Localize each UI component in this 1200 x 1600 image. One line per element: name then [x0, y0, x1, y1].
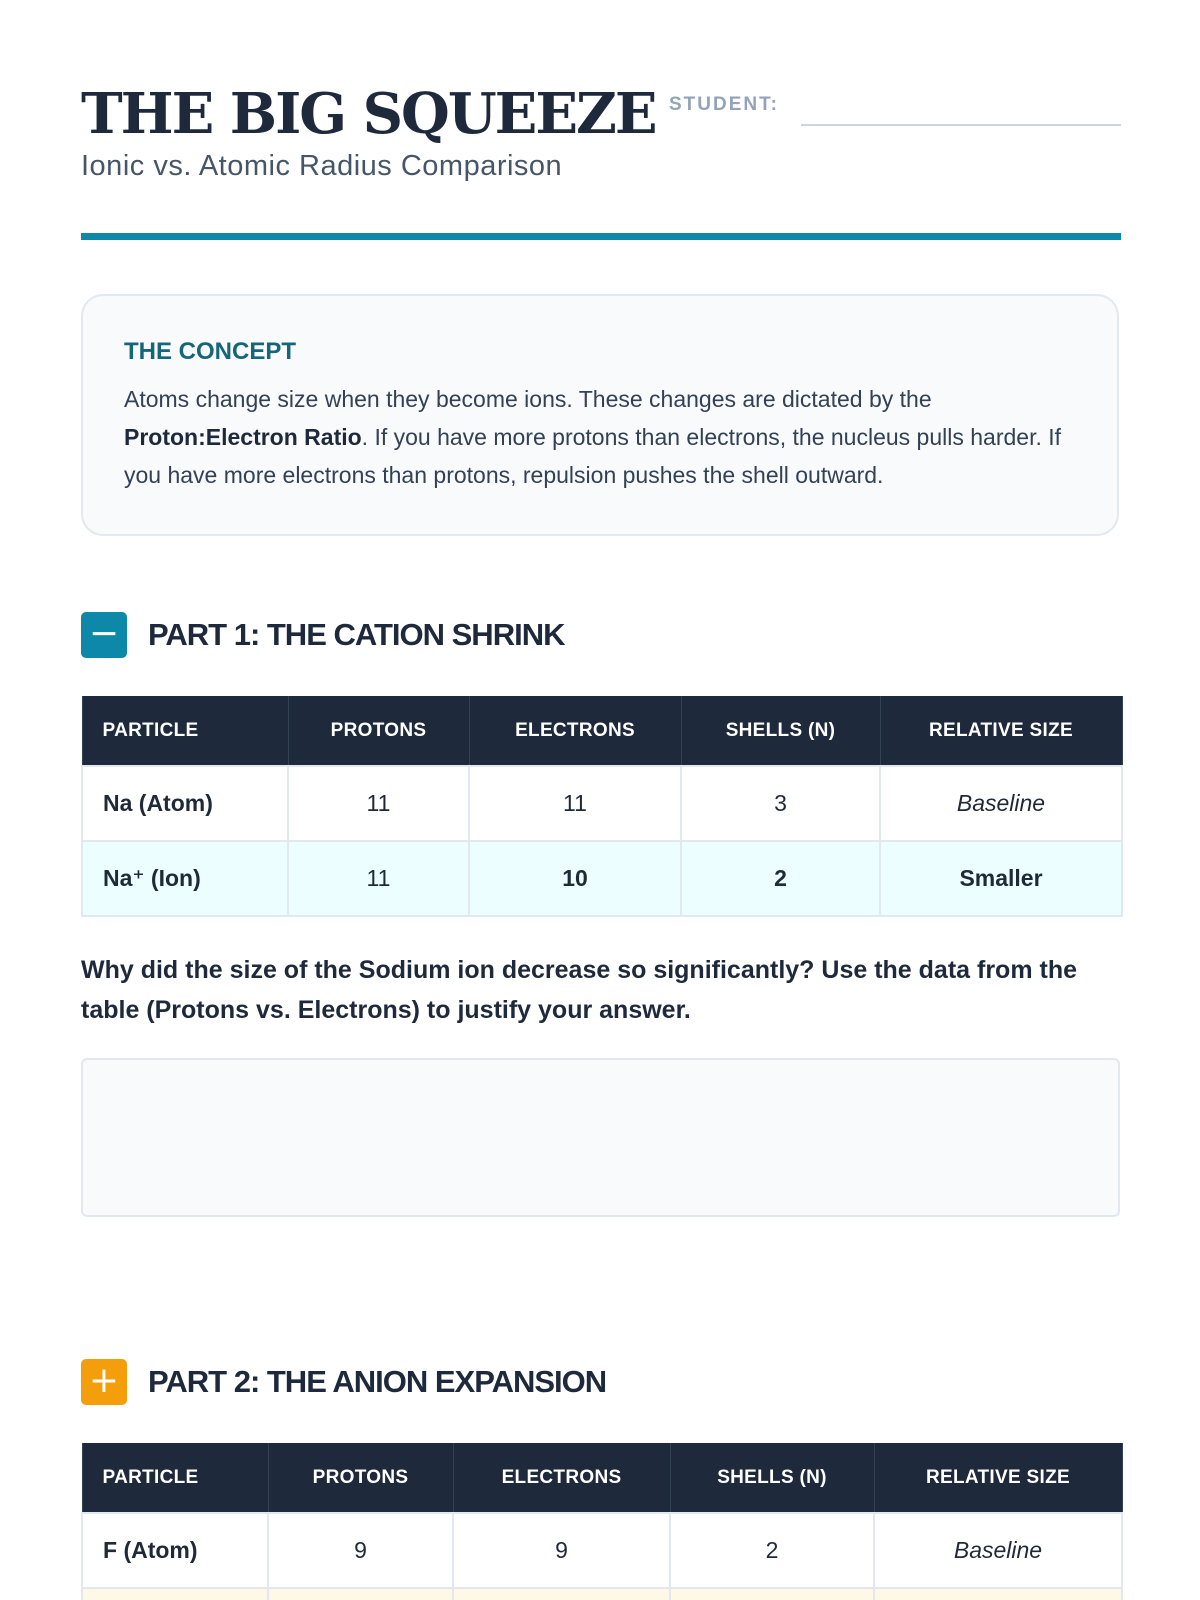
part2-header: [81, 1359, 1121, 1407]
part1-header: [81, 612, 1121, 660]
electrons-cell: 11: [469, 766, 681, 841]
column-header-relative-size: RELATIVE SIZE: [880, 696, 1122, 766]
protons-cell: [268, 1588, 453, 1600]
part1-question: Why did the size of the Sodium ion decrease so significantly? Use the data from the table (Protons vs. Electrons) to justify your answer.: [81, 956, 1077, 1024]
student-field-group: [669, 88, 1121, 122]
plus-icon: +: [81, 1359, 127, 1405]
part1-title: PART 1: THE CATION SHRINK: [148, 617, 565, 652]
column-header-protons: PROTONS: [288, 696, 469, 766]
column-header-shells: SHELLS (N): [681, 696, 880, 766]
student-label: STUDENT:: [669, 94, 779, 115]
column-header-protons: PROTONS: [268, 1443, 453, 1513]
header-divider: [81, 233, 1121, 240]
particle-cell: [82, 1588, 268, 1600]
concept-title: THE CONCEPT: [124, 338, 297, 365]
concept-bold-term: Proton:Electron Ratio: [124, 424, 362, 450]
shells-cell: 2: [681, 841, 880, 916]
worksheet-header: [81, 78, 1121, 208]
column-header-particle: PARTICLE: [82, 1443, 268, 1513]
minus-icon: −: [81, 612, 127, 658]
column-header-electrons: ELECTRONS: [453, 1443, 670, 1513]
part1-answer-input[interactable]: [81, 1058, 1120, 1217]
column-header-relative-size: RELATIVE SIZE: [874, 1443, 1122, 1513]
table-row: [82, 841, 1122, 916]
particle-cell: Na (Atom): [82, 766, 288, 841]
column-header-shells: SHELLS (N): [670, 1443, 874, 1513]
table-header-row: [82, 696, 1122, 766]
concept-text-rest: . If you have more protons than electrons, the nucleus pulls harder. If you have more electrons than protons, repulsion pushes the shell outward.: [124, 424, 1062, 488]
concept-text: [124, 380, 1077, 494]
table-row: [82, 1588, 1122, 1600]
shells-cell: 3: [681, 766, 880, 841]
particle-cell: F (Atom): [82, 1513, 268, 1588]
particle-cell: Na⁺ (Ion): [82, 841, 288, 916]
concept-box: [81, 294, 1119, 536]
electrons-cell: [453, 1588, 670, 1600]
protons-cell: 11: [288, 766, 469, 841]
protons-cell: 11: [288, 841, 469, 916]
electrons-cell: 10: [469, 841, 681, 916]
column-header-particle: PARTICLE: [82, 696, 288, 766]
electrons-cell: 9: [453, 1513, 670, 1588]
table-header-row: [82, 1443, 1122, 1513]
size-cell: [874, 1588, 1122, 1600]
part2-title: PART 2: THE ANION EXPANSION: [148, 1364, 607, 1399]
table-row: [82, 1513, 1122, 1588]
column-header-electrons: ELECTRONS: [469, 696, 681, 766]
size-cell: Baseline: [874, 1513, 1122, 1588]
shells-cell: 2: [670, 1513, 874, 1588]
size-cell: Baseline: [880, 766, 1122, 841]
page-subtitle: Ionic vs. Atomic Radius Comparison: [81, 150, 563, 182]
page-title: THE BIG SQUEEZE: [81, 81, 656, 147]
table-row: [82, 766, 1122, 841]
shells-cell: [670, 1588, 874, 1600]
part1-table: [81, 696, 1123, 917]
concept-text-intro: Atoms change size when they become ions. These changes are dictated by the: [124, 386, 932, 412]
part2-table: [81, 1443, 1123, 1600]
protons-cell: 9: [268, 1513, 453, 1588]
student-name-input[interactable]: [801, 88, 1121, 126]
size-cell: Smaller: [880, 841, 1122, 916]
